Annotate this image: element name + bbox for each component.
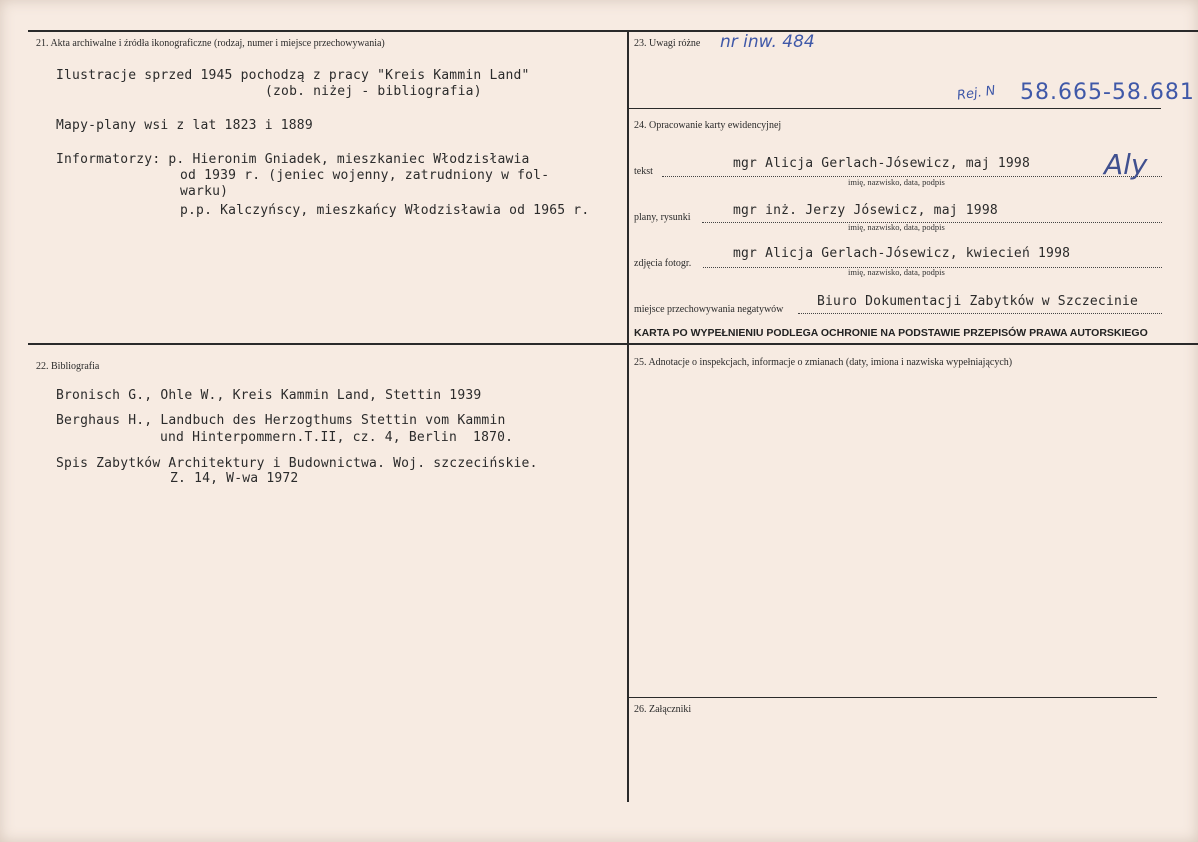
row-drawings-caption: imię, nazwisko, data, podpis bbox=[848, 222, 945, 232]
section21-line-1: Ilustracje sprzed 1945 pochodzą z pracy "Kreis Kammin Land" bbox=[56, 68, 530, 83]
section26-top-rule bbox=[627, 697, 1157, 698]
signature-handwritten: Aly bbox=[1104, 148, 1148, 181]
negatives-value: Biuro Dokumentacji Zabytków w Szczecinie bbox=[817, 294, 1139, 309]
copyright-notice: KARTA PO WYPEŁNIENIU PODLEGA OCHRONIE NA PODSTAWIE PRZEPISÓW PRAWA AUTORSKIEGO bbox=[634, 327, 1148, 339]
section21-line-4: Informatorzy: p. Hieronim Gniadek, mieszkaniec Włodzisławia bbox=[56, 152, 530, 167]
bibliography-line-5: Z. 14, W-wa 1972 bbox=[170, 471, 299, 486]
section24-heading: 24. Opracowanie karty ewidencyjnej bbox=[634, 120, 782, 131]
bibliography-line-1: Bronisch G., Ohle W., Kreis Kammin Land, Stettin 1939 bbox=[56, 388, 482, 403]
section26-heading: 26. Załączniki bbox=[634, 704, 692, 715]
register-prefix-handwritten: Rej. N bbox=[956, 83, 997, 104]
negatives-label: miejsce przechowywania negatywów bbox=[634, 304, 784, 315]
top-border bbox=[28, 30, 1198, 32]
register-number-handwritten: 58.665-58.681 bbox=[1020, 80, 1195, 105]
bibliography-line-3: und Hinterpommern.T.II, cz. 4, Berlin 1870. bbox=[160, 430, 514, 445]
negatives-dotline bbox=[798, 313, 1162, 314]
row-drawings-value: mgr inż. Jerzy Jósewicz, maj 1998 bbox=[733, 203, 998, 218]
section21-line-3: Mapy-plany wsi z lat 1823 i 1889 bbox=[56, 118, 313, 133]
section21-line-7: p.p. Kalczyńscy, mieszkańcy Włodzisławia od 1965 r. bbox=[180, 203, 590, 218]
row-photos-caption: imię, nazwisko, data, podpis bbox=[848, 267, 945, 277]
row-text-value: mgr Alicja Gerlach-Jósewicz, maj 1998 bbox=[733, 156, 1030, 171]
section25-heading: 25. Adnotacje o inspekcjach, informacje o zmianach (daty, imiona i nazwiska wypełniających) bbox=[634, 357, 1013, 368]
section21-line-2: (zob. niżej - bibliografia) bbox=[265, 84, 482, 99]
bibliography-line-2: Berghaus H., Landbuch des Herzogthums Stettin vom Kammin bbox=[56, 413, 506, 428]
section23-heading: 23. Uwagi różne bbox=[634, 38, 701, 49]
row-drawings-label: plany, rysunki bbox=[634, 212, 691, 223]
row-photos-label: zdjęcia fotogr. bbox=[634, 258, 692, 269]
section21-heading: 21. Akta archiwalne i źródła ikonograficzne (rodzaj, numer i miejsce przechowywania) bbox=[36, 38, 385, 49]
column-divider bbox=[627, 30, 629, 802]
bibliography-line-4: Spis Zabytków Architektury i Budownictwa. Woj. szczecińskie. bbox=[56, 456, 538, 471]
section23-bottom-rule bbox=[627, 108, 1161, 109]
row-text-label: tekst bbox=[634, 166, 653, 177]
section21-line-6: warku) bbox=[180, 184, 229, 199]
middle-border bbox=[28, 343, 1198, 345]
inventory-note-handwritten: nr inw. 484 bbox=[720, 32, 815, 52]
row-text-caption: imię, nazwisko, data, podpis bbox=[848, 177, 945, 187]
section21-line-5: od 1939 r. (jeniec wojenny, zatrudniony w fol- bbox=[180, 168, 550, 183]
section22-heading: 22. Bibliografia bbox=[36, 361, 100, 372]
row-photos-value: mgr Alicja Gerlach-Jósewicz, kwiecień 1998 bbox=[733, 246, 1071, 261]
